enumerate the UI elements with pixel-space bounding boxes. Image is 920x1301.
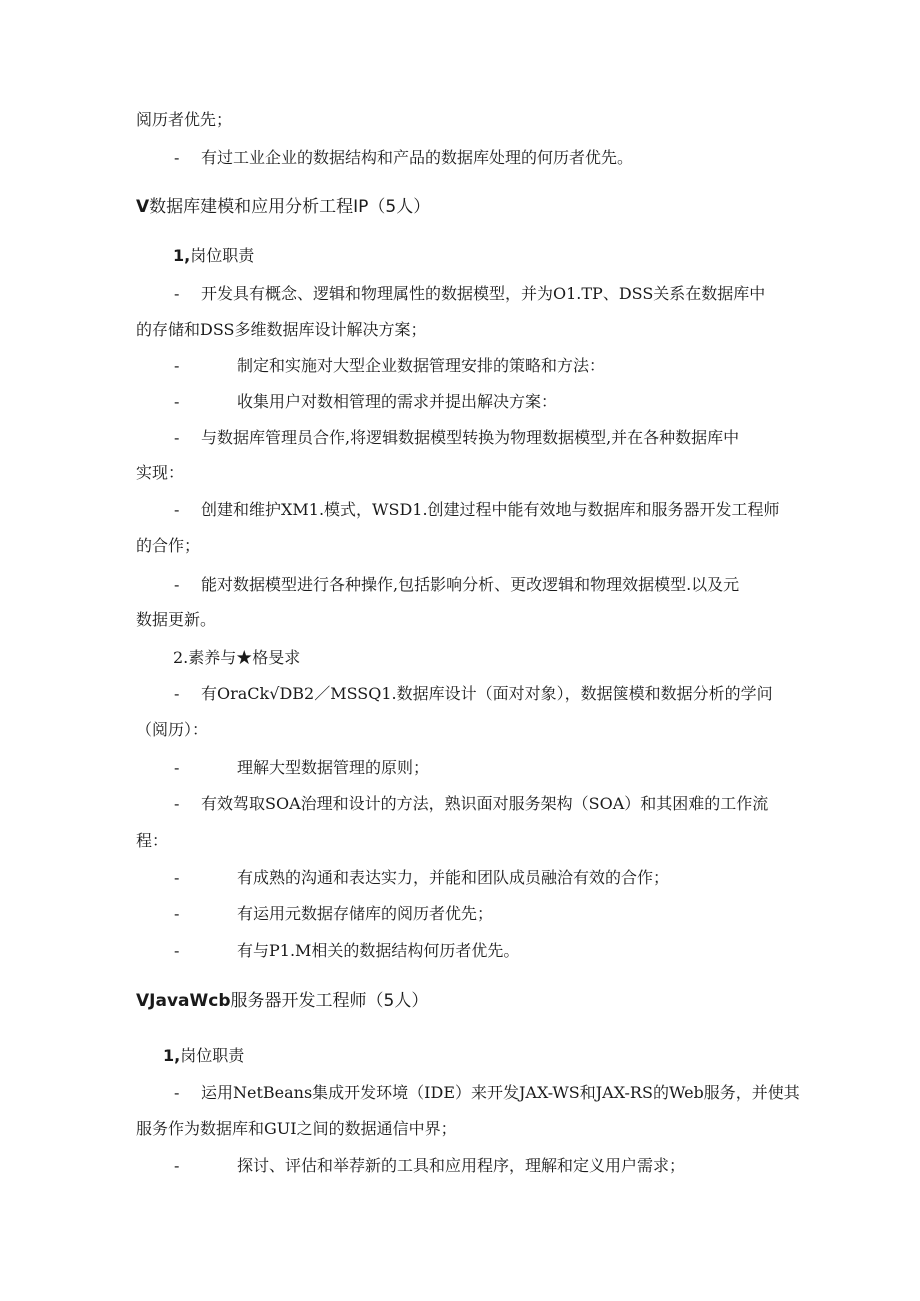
bullet-dash: -: [174, 904, 180, 923]
bullet-dash: -: [174, 684, 180, 703]
bullet-text: 收集用户对数相管理的需求并提出解决方案：: [237, 392, 558, 411]
bullet-text: 有OraCk√DB2／MSSQ1.数据库设计（面对对象），数据箧模和数据分析的学问: [201, 684, 773, 703]
section-heading-text: 服务器开发工程师（5人）: [230, 991, 429, 1011]
bullet-dash: -: [174, 941, 180, 960]
section-heading-prefix: V: [136, 197, 150, 217]
bullet-text-continued: 实现：: [136, 463, 185, 482]
bullet-text: 创建和维护XM1.模式，WSD1.创建过程中能有效地与数据库和服务器开发工程师: [201, 500, 780, 519]
duties-heading-num: 1,: [163, 1046, 181, 1065]
bullet-text-continued: 的合作；: [136, 536, 201, 555]
bullet-text-continued: （阅历）：: [136, 720, 209, 739]
section-heading-prefix: VJavaWcb: [136, 991, 231, 1011]
bullet-dash: -: [174, 148, 180, 167]
bullet-dash: -: [174, 1156, 180, 1175]
bullet-text: 有运用元数据存储库的阅历者优先；: [237, 904, 494, 923]
section-heading-text: 数据库建模和应用分析工程IP（5人）: [149, 197, 431, 217]
bullet-text: 理解大型数据管理的原则；: [237, 758, 430, 777]
duties-heading-title: 岗位职责: [190, 246, 255, 265]
bullet-text: 有过工业企业的数据结构和产品的数据库处理的何历者优先。: [201, 148, 634, 167]
bullet-dash: -: [174, 392, 180, 411]
bullet-dash: -: [174, 284, 180, 303]
bullet-text: 与数据库管理员合作,将逻辑数据模型转换为物理数据模型,并在各种数据库中: [201, 428, 740, 447]
bullet-dash: -: [174, 428, 180, 447]
bullet-dash: -: [174, 1083, 180, 1102]
section-heading: [136, 990, 428, 1012]
section-heading: [136, 196, 430, 218]
bullet-text-continued: 程：: [136, 831, 169, 850]
duties-heading-title: 岗位职责: [180, 1046, 245, 1065]
duties-heading: [163, 1046, 244, 1066]
bullet-text: 制定和实施对大型企业数据管理安排的策略和方法：: [237, 356, 606, 375]
continued-text: 阅历者优先；: [136, 110, 233, 129]
bullet-text: 有与P1.M相关的数据结构何历者优先。: [237, 941, 520, 960]
bullet-text: 运用NetBeans集成开发环境（IDE）来开发JAX-WS和JAX-RS的Web服务，并使其: [201, 1083, 800, 1102]
duties-heading-num: 1,: [173, 246, 191, 265]
bullet-text: 探讨、评估和举荐新的工具和应用程序，理解和定义用户需求；: [237, 1156, 686, 1175]
bullet-dash: -: [174, 794, 180, 813]
bullet-text: 开发具有概念、逻辑和物理属性的数据模型，并为O1.TP、DSS关系在数据库中: [201, 284, 766, 303]
bullet-dash: -: [174, 868, 180, 887]
bullet-text-continued: 数据更新。: [136, 610, 217, 629]
bullet-text-continued: 服务作为数据库和GUI之间的数据通信中界；: [136, 1119, 457, 1138]
bullet-text: 有效驾取SOA治理和设计的方法，熟识面对服务架构（SOA）和其困难的工作流: [201, 794, 769, 813]
requirements-heading: 2.素养与★格旻求: [173, 648, 301, 667]
bullet-dash: -: [174, 758, 180, 777]
bullet-text-continued: 的存储和DSS多维数据库设计解决方案；: [136, 320, 427, 339]
bullet-text: 有成熟的沟通和表达实力，并能和团队成员融洽有效的合作；: [237, 868, 670, 887]
duties-heading: [173, 246, 254, 266]
bullet-dash: -: [174, 575, 180, 594]
bullet-text: 能对数据模型进行各种操作,包括影响分析、更改逻辑和物理效据模型.以及元: [201, 575, 740, 594]
bullet-dash: -: [174, 356, 180, 375]
bullet-dash: -: [174, 500, 180, 519]
